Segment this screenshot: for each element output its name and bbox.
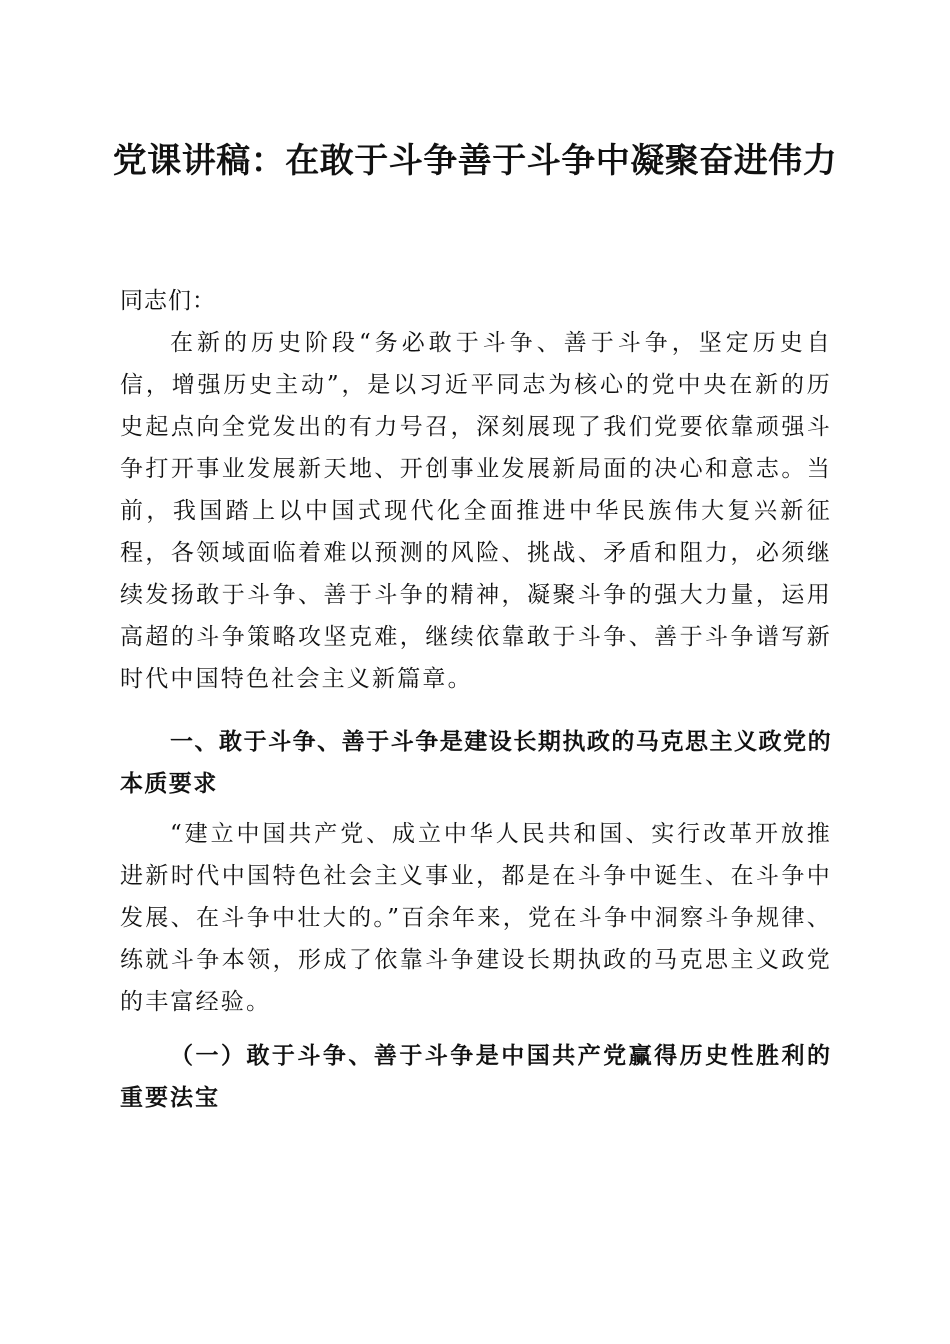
document-title: 党课讲稿：在敢于斗争善于斗争中凝聚奋进伟力 — [112, 141, 838, 181]
paragraph-intro: 在新的历史阶段“务必敢于斗争、善于斗争，坚定历史自信，增强历史主动”，是以习近平同志为核心的党中央在新的历史起点向全党发出的有力号召，深刻展现了我们党要依靠顽强斗争打开事业发展新天地、开创事业发展新局面的决心和意志。当前，我国踏上以中国式现代化全面推进中华民族伟大复兴新征程，各领域面临着难以预测的风险、挑战、矛盾和阻力，必须继续发扬敢于斗争、善于斗争的精神，凝聚斗争的强大力量，运用高超的斗争策略攻坚克难，继续依靠敢于斗争、善于斗争谱写新时代中国特色社会主义新篇章。 — [120, 330, 832, 692]
greeting: 同志们： — [120, 288, 216, 314]
paragraph-section-1: “建立中国共产党、成立中华人民共和国、实行改革开放推进新时代中国特色社会主义事业，都是在斗争中诞生、在斗争中发展、在斗争中壮大的。”百余年来，党在斗争中洞察斗争规律、练就斗争本领，形成了依靠斗争建设长期执政的马克思主义政党的丰富经验。 — [120, 821, 832, 1015]
subsection-heading-1: （一）敢于斗争、善于斗争是中国共产党赢得历史性胜利的重要法宝 — [120, 1042, 832, 1111]
section-heading-1: 一、敢于斗争、善于斗争是建设长期执政的马克思主义政党的本质要求 — [120, 729, 832, 797]
